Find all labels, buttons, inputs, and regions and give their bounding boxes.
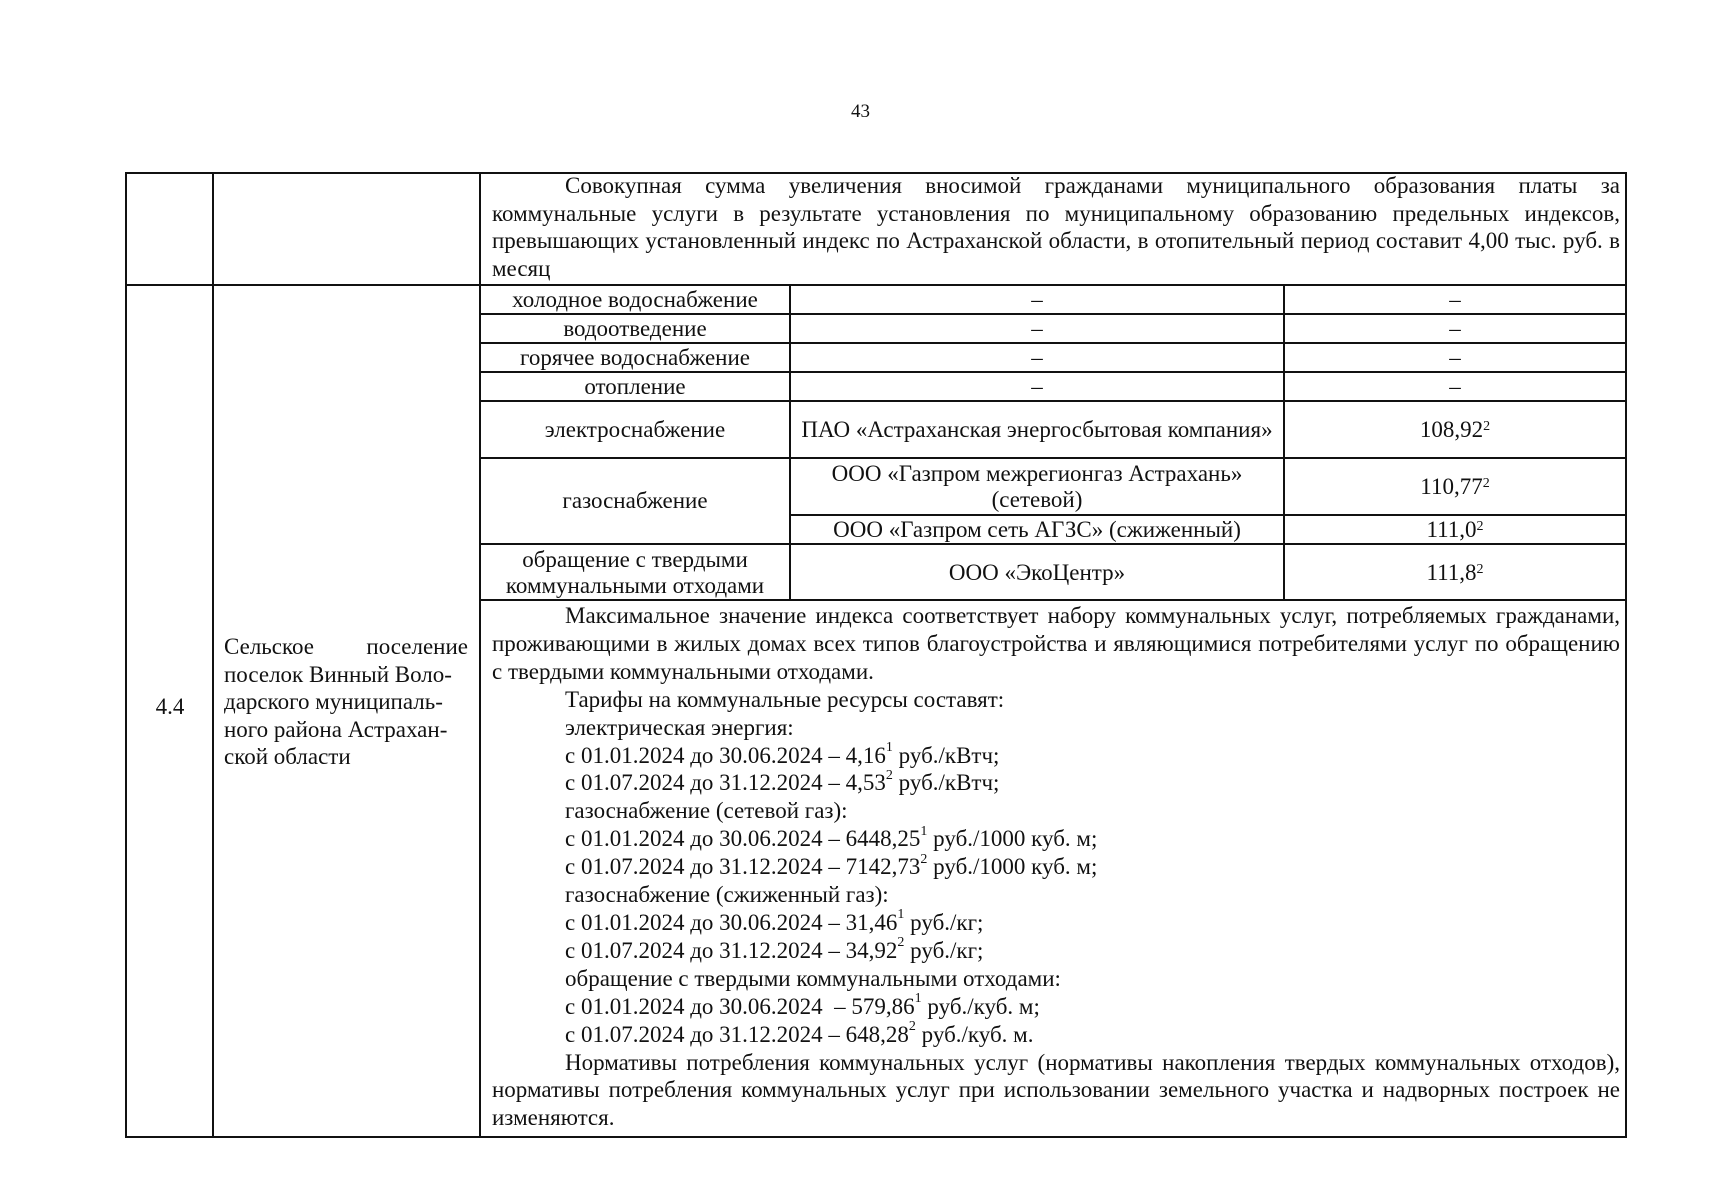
row-id: 4.4: [155, 694, 185, 719]
tariff-line: [492, 825, 1620, 853]
footnote-marker: 1: [920, 823, 928, 839]
footnote-marker: 1: [897, 907, 905, 923]
tariff-unit: руб./куб. м;: [921, 993, 1040, 1019]
service-index: –: [1449, 345, 1461, 370]
tariff-unit: руб./кг;: [904, 909, 984, 935]
tariffs-heading: Тарифы на коммунальные ресурсы составят:: [565, 686, 1005, 712]
footnote-marker: 2: [920, 851, 928, 867]
tariff-value: с 01.07.2024 до 31.12.2024 – 648,28: [565, 1021, 909, 1047]
max-index-paragraph: Максимальное значение индекса соответствует набору коммунальных услуг, потребляемых гражданами, проживающими в жилых домах всех типов благоустройства и являющимися потребителями услуг по обращению с твердыми коммунальными отходами.: [492, 603, 1620, 684]
service-index: –: [1449, 374, 1461, 399]
service-provider: –: [1031, 287, 1043, 312]
footnote-marker: 2: [885, 767, 893, 783]
electric-heading: электрическая энергия:: [565, 714, 794, 740]
tariff-line: [492, 853, 1620, 881]
service-provider: –: [1031, 374, 1043, 399]
norms-paragraph: Нормативы потребления коммунальных услуг (нормативы накопления твердых коммунальных отходов), нормативы потребления коммунальных услуг при использовании земельного участка и надворных построек не изменяются.: [492, 1049, 1620, 1131]
service-provider: ООО «Газпром сеть АГЗС» (сжиженный): [833, 517, 1241, 542]
service-name: отопление: [584, 374, 686, 399]
tariff-value: с 01.07.2024 до 31.12.2024 – 7142,73: [565, 854, 921, 880]
municipality-line: дарского муниципаль-: [224, 689, 443, 714]
tariff-unit: руб./куб. м.: [915, 1021, 1034, 1047]
column-divider: [212, 172, 214, 1138]
service-provider: –: [1031, 345, 1043, 370]
tariff-value: с 01.01.2024 до 30.06.2024 – 6448,25: [565, 826, 921, 852]
municipality-line: ного района Астрахан-: [224, 716, 448, 742]
service-name: горячее водоснабжение: [520, 345, 750, 370]
tariff-line: [492, 909, 1620, 937]
footnote-marker: 1: [914, 991, 922, 1007]
service-index: 110,77: [1420, 473, 1483, 499]
tariff-unit: руб./кВтч;: [892, 770, 1000, 796]
tariff-value: с 01.01.2024 до 30.06.2024 – 579,86: [565, 993, 915, 1019]
tariffs-block: [486, 602, 1626, 1132]
service-index: –: [1449, 316, 1461, 341]
intro-text: Совокупная сумма увеличения вносимой гражданами муниципального образования платы за коммунальные услуги в результате установления по муниципальному образованию предельных индексов, превышающих установленный индекс по Астраханской области, в отопительный период составит 4,00 тыс. руб. в месяц: [492, 173, 1620, 281]
municipality-name: [224, 633, 468, 771]
municipality-word: Сельское: [224, 634, 315, 659]
service-name: обращение с твердыми коммунальными отходами: [505, 546, 765, 598]
service-name: электроснабжение: [544, 416, 726, 442]
tariff-value: с 01.01.2024 до 30.06.2024 – 4,16: [565, 742, 886, 768]
municipality-line: ской области: [224, 744, 351, 769]
tariff-unit: руб./1000 куб. м;: [927, 826, 1098, 852]
service-name: водоотведение: [563, 316, 707, 341]
gas-liquid-heading: газоснабжение (сжиженный газ):: [565, 882, 889, 908]
service-index: 108,92: [1419, 416, 1484, 442]
municipality-line: [224, 633, 468, 661]
service-index-cell: 111,0 $^2$: [1426, 517, 1484, 542]
page-number: 43: [851, 101, 870, 122]
service-provider: ООО «ЭкоЦентр»: [948, 559, 1126, 585]
tariff-line: [492, 1018, 1620, 1049]
service-provider: ПАО «Астраханская энергосбытовая компания»: [801, 416, 1273, 442]
service-index: 111,0: [1426, 517, 1477, 542]
tariff-value: с 01.07.2024 до 31.12.2024 – 34,92: [565, 937, 898, 963]
waste-heading: обращение с твердыми коммунальными отходами:: [565, 965, 1061, 991]
municipality-word: поселение: [366, 634, 468, 659]
gas-net-heading: газоснабжение (сетевой газ):: [565, 798, 848, 824]
tariff-value: с 01.07.2024 до 31.12.2024 – 4,53: [565, 770, 886, 796]
tariff-line: [492, 739, 1620, 770]
intro-paragraph: [486, 172, 1626, 282]
service-index: –: [1449, 287, 1461, 312]
tariff-line: [492, 993, 1620, 1021]
footnote-marker: 2: [897, 935, 905, 951]
tariff-value: с 01.01.2024 до 30.06.2024 – 31,46: [565, 909, 898, 935]
footnote-marker: 1: [885, 739, 893, 755]
tariff-unit: руб./1000 куб. м;: [927, 854, 1098, 880]
footnote-marker: 2: [908, 1018, 916, 1034]
service-index-cell: 108,92 $^2$: [1419, 416, 1491, 442]
service-index-cell: 110,77 $^2$: [1420, 473, 1490, 499]
service-index: 111,8: [1426, 559, 1477, 585]
service-provider: ООО «Газпром межрегионгаз Астрахань» (сетевой): [831, 460, 1243, 512]
tariff-line: [492, 937, 1620, 965]
tariff-unit: руб./кВтч;: [892, 742, 1000, 768]
service-provider: –: [1031, 316, 1043, 341]
municipality-line: поселок Винный Воло-: [224, 661, 452, 687]
service-name: холодное водоснабжение: [512, 287, 758, 312]
tariff-unit: руб./кг;: [904, 937, 984, 963]
tariff-line: [492, 769, 1620, 797]
service-index-cell: 111,8 $^2$: [1426, 559, 1484, 585]
service-name: газоснабжение: [562, 488, 708, 513]
